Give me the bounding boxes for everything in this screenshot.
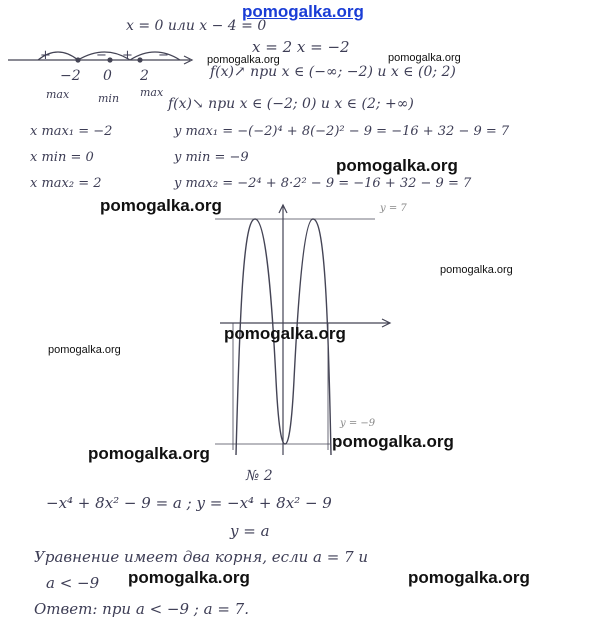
watermark-3[interactable]: pomogalka.org	[336, 156, 458, 175]
increasing-intervals: f(x)↗ при x ∈ (−∞; −2) и x ∈ (0; 2)	[210, 64, 456, 80]
sign-point-2	[138, 58, 142, 62]
watermark-6[interactable]: pomogalka.org	[224, 324, 346, 343]
graph-label-y7: y = 7	[380, 203, 407, 214]
sign-mark-1: +	[40, 48, 51, 63]
equation-y-a: y = a	[230, 522, 270, 540]
watermark-2[interactable]: pomogalka.org	[388, 52, 461, 64]
watermark-7[interactable]: pomogalka.org	[48, 344, 121, 356]
ymax2-calc: y max₂ = −2⁴ + 8·2² − 9 = −16 + 32 − 9 = 7	[174, 176, 472, 191]
final-answer: Ответ: при a < −9 ; a = 7.	[34, 600, 249, 618]
graph-label-y-9: y = −9	[340, 418, 376, 429]
answer-condition: Уравнение имеет два корня, если a = 7 и	[34, 548, 369, 566]
ymax1-calc: y max₁ = −(−2)⁴ + 8(−2)² − 9 = −16 + 32 − 9 = 7	[174, 124, 510, 139]
watermark-1[interactable]: pomogalka.org	[207, 54, 280, 66]
sign-arc-3	[130, 52, 180, 60]
watermark-9[interactable]: pomogalka.org	[88, 444, 210, 463]
watermark-5[interactable]: pomogalka.org	[440, 264, 513, 276]
ymin-value: y min = −9	[174, 150, 249, 165]
sign-label-neg2: −2	[60, 68, 81, 84]
watermark-11[interactable]: pomogalka.org	[408, 568, 530, 587]
sign-label-2: 2	[140, 68, 149, 84]
sign-label-0: 0	[103, 68, 112, 84]
ext-label-max2: max	[140, 86, 164, 99]
xmax2-value: x max₂ = 2	[30, 176, 102, 191]
decreasing-intervals: f(x)↘ при x ∈ (−2; 0) и x ∈ (2; +∞)	[168, 96, 414, 112]
answer-condition-2: a < −9	[46, 574, 100, 592]
ext-label-min: min	[98, 92, 120, 105]
ext-label-max1: max	[46, 88, 70, 101]
sign-mark-4: −	[158, 48, 169, 63]
sign-point-0	[108, 58, 112, 62]
equation-roots-line: x = 0 или x − 4 = 0	[126, 18, 267, 34]
watermark-4[interactable]: pomogalka.org	[100, 196, 222, 215]
watermark-top[interactable]: pomogalka.org	[242, 2, 364, 21]
sign-mark-3: +	[122, 48, 133, 63]
xmin-value: x min = 0	[30, 150, 94, 165]
equation-a: −x⁴ + 8x² − 9 = a ; y = −x⁴ + 8x² − 9	[46, 494, 332, 512]
xmax1-value: x max₁ = −2	[30, 124, 113, 139]
sign-point-neg2	[76, 58, 80, 62]
task-number: № 2	[246, 468, 273, 484]
watermark-8[interactable]: pomogalka.org	[332, 432, 454, 451]
roots-values: x = 2 x = −2	[252, 38, 350, 56]
watermark-10[interactable]: pomogalka.org	[128, 568, 250, 587]
sign-mark-2: −	[96, 48, 107, 63]
